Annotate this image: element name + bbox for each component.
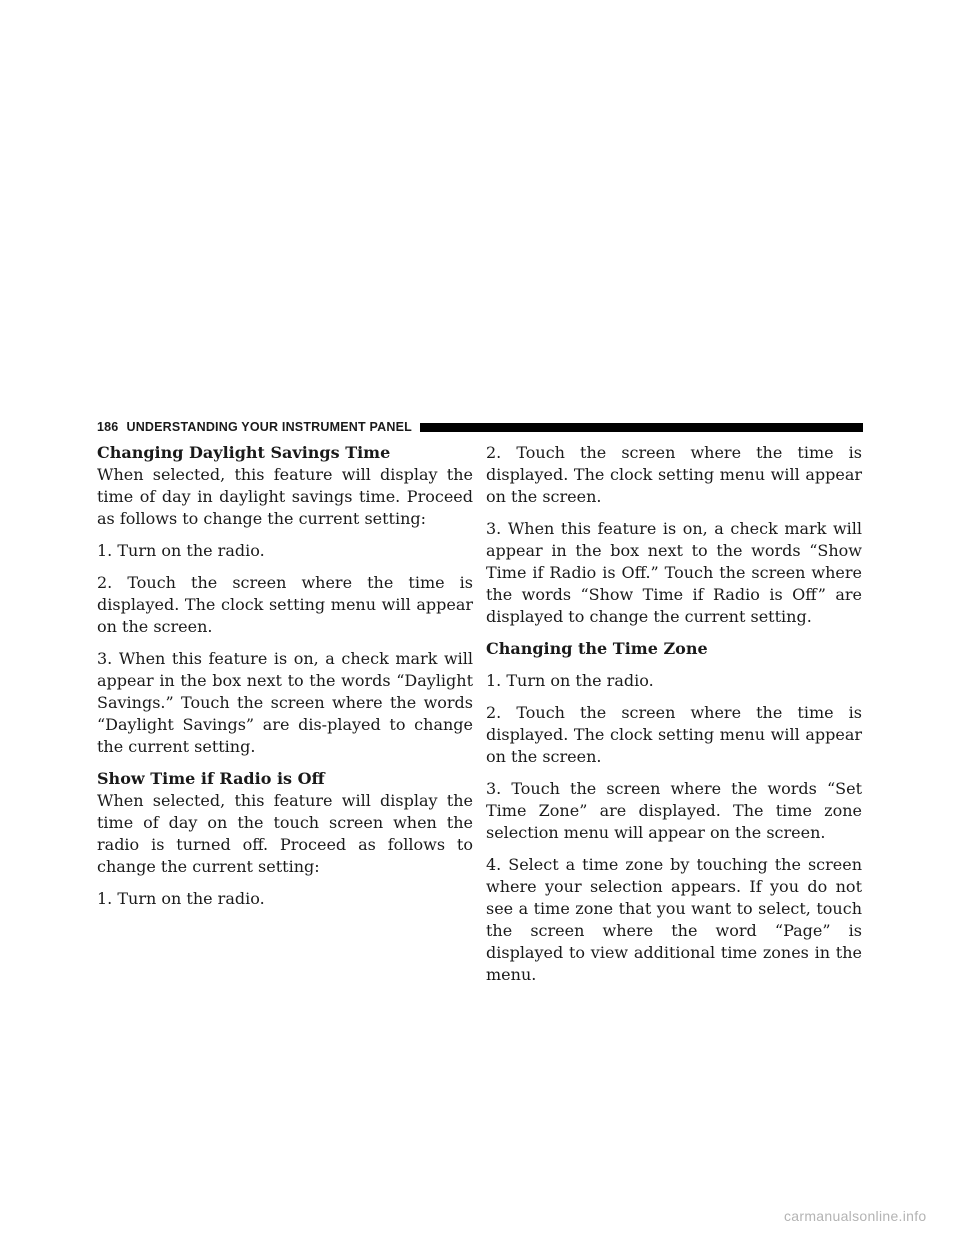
section-title: UNDERSTANDING YOUR INSTRUMENT PANEL (126, 420, 412, 434)
page-header (97, 418, 863, 436)
heading-time-zone: Changing the Time Zone (486, 639, 708, 658)
heading-daylight-savings: Changing Daylight Savings Time (97, 443, 391, 462)
page-number: 186 (97, 420, 119, 434)
show-time-intro: When selected, this feature will display the time of day on the touch screen when the radio is turned off. Proceed as follows to change the current setting: (97, 791, 473, 876)
header-rule (420, 423, 863, 432)
left-column (97, 442, 473, 920)
time-zone-step-3: 3. Touch the screen where the words “Set Time Zone” are displayed. The time zone selection menu will appear on the screen. (486, 779, 862, 842)
daylight-intro: When selected, this feature will display the time of day in daylight savings time. Proceed as follows to change the current setting: (97, 465, 473, 528)
daylight-step-3: 3. When this feature is on, a check mark will appear in the box next to the words “Daylight Savings.” Touch the screen where the words “Daylight Savings” are dis-played to change the current setting. (97, 649, 473, 756)
watermark-logo: carmanualsonline.info (784, 1208, 927, 1224)
daylight-step-2: 2. Touch the screen where the time is displayed. The clock setting menu will appear on the screen. (97, 573, 473, 636)
right-column (486, 442, 862, 996)
show-time-step-3: 3. When this feature is on, a check mark will appear in the box next to the words “Show Time if Radio is Off.” Touch the screen where the words “Show Time if Radio is Off” are displayed to change the current setting. (486, 519, 862, 626)
show-time-step-1: 1. Turn on the radio. (97, 889, 265, 908)
show-time-step-2: 2. Touch the screen where the time is displayed. The clock setting menu will appear on the screen. (486, 443, 862, 506)
time-zone-step-2: 2. Touch the screen where the time is displayed. The clock setting menu will appear on the screen. (486, 703, 862, 766)
heading-show-time: Show Time if Radio is Off (97, 769, 325, 788)
daylight-step-1: 1. Turn on the radio. (97, 541, 265, 560)
time-zone-step-1: 1. Turn on the radio. (486, 671, 654, 690)
time-zone-step-4: 4. Select a time zone by touching the screen where your selection appears. If you do not see a time zone that you want to select, touch the screen where the word “Page” is displayed to view additional time zones in the menu. (486, 855, 862, 984)
